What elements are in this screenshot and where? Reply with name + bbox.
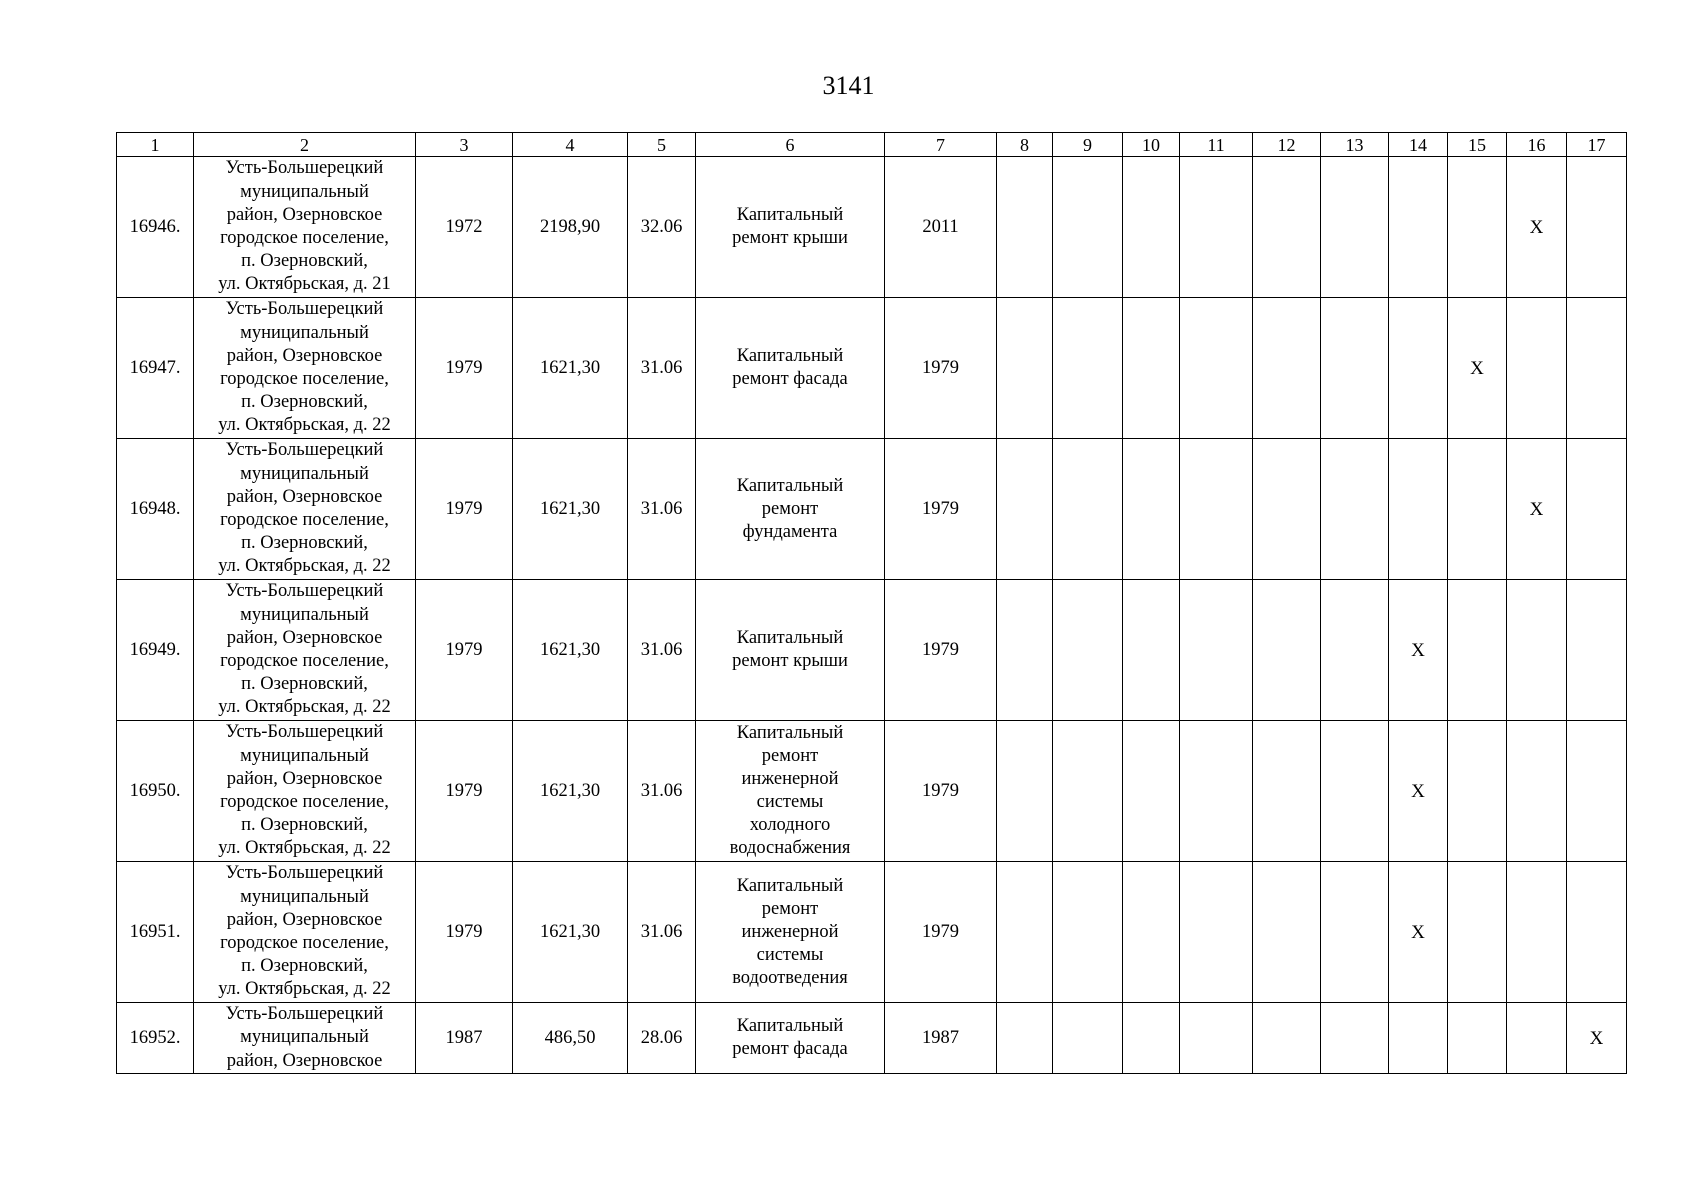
work-type-cell-line: инженерной bbox=[741, 921, 839, 942]
address-cell-line: район, Озерновское bbox=[226, 768, 383, 789]
address-cell bbox=[194, 580, 416, 721]
work-type-cell-line: Капитальный bbox=[736, 875, 844, 896]
address-cell-line: район, Озерновское bbox=[226, 627, 383, 648]
mark-cell bbox=[1123, 157, 1180, 298]
mark-cell bbox=[1321, 157, 1389, 298]
build-year-cell: 1979 bbox=[416, 298, 513, 439]
page-number: 3141 bbox=[822, 71, 875, 100]
address-cell-line: ул. Октябрьская, д. 22 bbox=[218, 697, 391, 718]
mark-cell bbox=[1507, 298, 1567, 439]
mark-cell bbox=[1321, 721, 1389, 862]
work-year-cell: 2011 bbox=[885, 157, 997, 298]
build-year-cell: 1979 bbox=[416, 862, 513, 1003]
mark-cell: X bbox=[1389, 721, 1448, 862]
work-year-cell: 1979 bbox=[885, 721, 997, 862]
column-header: 4 bbox=[513, 133, 628, 157]
work-type-cell-line: инженерной bbox=[741, 769, 839, 789]
area-cell: 486,50 bbox=[513, 1003, 628, 1074]
address-cell-line: район, Озерновское bbox=[226, 486, 383, 507]
mark-cell bbox=[1448, 439, 1507, 580]
work-type-cell bbox=[696, 1003, 885, 1074]
work-year-cell: 1979 bbox=[885, 298, 997, 439]
build-year-cell: 1979 bbox=[416, 580, 513, 721]
row-number: 16950. bbox=[117, 721, 194, 862]
mark-cell bbox=[1253, 721, 1321, 862]
work-type-cell-line: Капитальный bbox=[736, 205, 844, 225]
mark-cell bbox=[1180, 439, 1253, 580]
work-type-cell-line: системы bbox=[756, 944, 824, 965]
address-cell-line: Усть-Большерецкий bbox=[225, 440, 384, 461]
mark-cell bbox=[1123, 580, 1180, 721]
mark-cell bbox=[1123, 298, 1180, 439]
table-row bbox=[117, 721, 1627, 862]
mark-cell: X bbox=[1448, 298, 1507, 439]
address-cell-line: п. Озерновский, bbox=[241, 392, 368, 413]
area-cell: 1621,30 bbox=[513, 298, 628, 439]
mark-cell bbox=[997, 439, 1053, 580]
mark-cell bbox=[1448, 862, 1507, 1003]
mark-cell bbox=[1448, 721, 1507, 862]
address-cell-line: Усть-Большерецкий bbox=[225, 158, 384, 179]
work-type-cell bbox=[696, 862, 885, 1003]
mark-cell bbox=[1567, 157, 1627, 298]
table-row bbox=[117, 580, 1627, 721]
work-type-cell-line: Капитальный bbox=[736, 1016, 844, 1036]
mark-cell: X bbox=[1567, 1003, 1627, 1074]
address-cell bbox=[194, 157, 416, 298]
table-row bbox=[117, 1003, 1627, 1074]
column-header: 1 bbox=[117, 133, 194, 157]
mark-cell bbox=[1507, 1003, 1567, 1074]
area-cell: 2198,90 bbox=[513, 157, 628, 298]
work-type-cell-line: холодного bbox=[749, 815, 831, 835]
address-cell-line: городское поселение, bbox=[220, 651, 389, 671]
mark-cell bbox=[1321, 1003, 1389, 1074]
mark-cell bbox=[1253, 157, 1321, 298]
build-year-cell: 1972 bbox=[416, 157, 513, 298]
address-cell-line: муниципальный bbox=[240, 1027, 369, 1048]
mark-cell bbox=[1389, 298, 1448, 439]
work-type-cell-line: ремонт bbox=[761, 898, 819, 919]
code-cell: 31.06 bbox=[628, 298, 696, 439]
address-cell-line: Усть-Большерецкий bbox=[225, 863, 384, 884]
row-number: 16951. bbox=[117, 862, 194, 1003]
mark-cell bbox=[1053, 1003, 1123, 1074]
table-row bbox=[117, 862, 1627, 1003]
mark-cell bbox=[1507, 862, 1567, 1003]
mark-cell bbox=[1123, 439, 1180, 580]
area-cell: 1621,30 bbox=[513, 721, 628, 862]
address-cell-line: п. Озерновский, bbox=[241, 533, 368, 554]
mark-cell: X bbox=[1507, 439, 1567, 580]
mark-cell bbox=[1253, 439, 1321, 580]
column-header: 17 bbox=[1567, 133, 1627, 157]
address-cell-line: муниципальный bbox=[240, 322, 369, 343]
mark-cell bbox=[997, 298, 1053, 439]
code-cell: 32.06 bbox=[628, 157, 696, 298]
row-number: 16948. bbox=[117, 439, 194, 580]
address-cell-line: городское поселение, bbox=[220, 933, 389, 953]
mark-cell bbox=[997, 862, 1053, 1003]
mark-cell bbox=[1053, 157, 1123, 298]
work-type-cell-line: ремонт фасада bbox=[732, 1039, 848, 1059]
address-cell-line: городское поселение, bbox=[220, 510, 389, 530]
mark-cell bbox=[997, 1003, 1053, 1074]
area-cell: 1621,30 bbox=[513, 580, 628, 721]
column-header: 3 bbox=[416, 133, 513, 157]
build-year-cell: 1979 bbox=[416, 439, 513, 580]
area-cell: 1621,30 bbox=[513, 439, 628, 580]
build-year-cell: 1979 bbox=[416, 721, 513, 862]
table-row bbox=[117, 298, 1627, 439]
address-cell bbox=[194, 1003, 416, 1074]
address-cell-line: муниципальный bbox=[240, 745, 369, 766]
address-cell-line: Усть-Большерецкий bbox=[225, 722, 384, 743]
address-cell-line: ул. Октябрьская, д. 21 bbox=[218, 274, 391, 295]
mark-cell bbox=[1389, 439, 1448, 580]
work-year-cell: 1979 bbox=[885, 862, 997, 1003]
mark-cell bbox=[997, 157, 1053, 298]
work-type-cell-line: Капитальный bbox=[736, 346, 844, 366]
mark-cell bbox=[1567, 862, 1627, 1003]
address-cell-line: п. Озерновский, bbox=[241, 674, 368, 695]
address-cell-line: муниципальный bbox=[240, 181, 369, 202]
mark-cell: X bbox=[1507, 157, 1567, 298]
table-row bbox=[117, 439, 1627, 580]
code-cell: 28.06 bbox=[628, 1003, 696, 1074]
mark-cell bbox=[1053, 580, 1123, 721]
work-type-cell-line: ремонт крыши bbox=[732, 228, 848, 248]
table-body bbox=[117, 133, 1627, 1074]
work-type-cell-line: ремонт bbox=[761, 498, 819, 519]
address-cell bbox=[194, 439, 416, 580]
mark-cell bbox=[1180, 580, 1253, 721]
mark-cell bbox=[1321, 439, 1389, 580]
address-cell-line: муниципальный bbox=[240, 886, 369, 907]
mark-cell bbox=[1180, 721, 1253, 862]
work-type-cell-line: ремонт крыши bbox=[732, 651, 848, 671]
column-number-row bbox=[117, 133, 1627, 157]
work-type-cell-line: Капитальный bbox=[736, 723, 844, 743]
address-cell-line: район, Озерновское bbox=[226, 204, 383, 225]
work-type-cell bbox=[696, 439, 885, 580]
address-cell-line: муниципальный bbox=[240, 604, 369, 625]
mark-cell bbox=[1053, 721, 1123, 862]
column-header: 14 bbox=[1389, 133, 1448, 157]
row-number: 16946. bbox=[117, 157, 194, 298]
work-type-cell-line: системы bbox=[756, 792, 824, 812]
mark-cell bbox=[997, 721, 1053, 862]
column-header: 8 bbox=[997, 133, 1053, 157]
address-cell-line: район, Озерновское bbox=[226, 345, 383, 366]
address-cell-line: район, Озерновское bbox=[226, 1050, 383, 1071]
address-cell-line: муниципальный bbox=[240, 463, 369, 484]
address-cell-line: городское поселение, bbox=[220, 228, 389, 248]
mark-cell bbox=[1507, 721, 1567, 862]
work-year-cell: 1987 bbox=[885, 1003, 997, 1074]
work-type-cell-line: ремонт bbox=[761, 746, 819, 766]
mark-cell bbox=[1253, 298, 1321, 439]
mark-cell bbox=[1321, 862, 1389, 1003]
mark-cell bbox=[1389, 1003, 1448, 1074]
column-header: 9 bbox=[1053, 133, 1123, 157]
address-cell-line: п. Озерновский, bbox=[241, 815, 368, 836]
work-type-cell-line: Капитальный bbox=[736, 475, 844, 496]
row-number: 16949. bbox=[117, 580, 194, 721]
mark-cell bbox=[1053, 439, 1123, 580]
mark-cell bbox=[1123, 862, 1180, 1003]
work-year-cell: 1979 bbox=[885, 580, 997, 721]
mark-cell bbox=[1123, 721, 1180, 862]
row-number: 16947. bbox=[117, 298, 194, 439]
mark-cell bbox=[997, 580, 1053, 721]
column-header: 11 bbox=[1180, 133, 1253, 157]
column-header: 13 bbox=[1321, 133, 1389, 157]
mark-cell: X bbox=[1389, 862, 1448, 1003]
address-cell-line: ул. Октябрьская, д. 22 bbox=[218, 415, 391, 436]
work-type-cell-line: Капитальный bbox=[736, 628, 844, 648]
mark-cell bbox=[1567, 439, 1627, 580]
work-type-cell bbox=[696, 157, 885, 298]
mark-cell bbox=[1507, 580, 1567, 721]
address-cell-line: район, Озерновское bbox=[226, 909, 383, 930]
code-cell: 31.06 bbox=[628, 580, 696, 721]
mark-cell bbox=[1321, 298, 1389, 439]
mark-cell: X bbox=[1389, 580, 1448, 721]
address-cell-line: Усть-Большерецкий bbox=[225, 1004, 384, 1025]
column-header: 10 bbox=[1123, 133, 1180, 157]
work-type-cell bbox=[696, 721, 885, 862]
column-header: 2 bbox=[194, 133, 416, 157]
mark-cell bbox=[1567, 721, 1627, 862]
mark-cell bbox=[1567, 298, 1627, 439]
address-cell-line: ул. Октябрьская, д. 22 bbox=[218, 838, 391, 859]
mark-cell bbox=[1253, 580, 1321, 721]
mark-cell bbox=[1180, 298, 1253, 439]
work-type-cell-line: фундамента bbox=[742, 521, 838, 542]
mark-cell bbox=[1448, 157, 1507, 298]
address-cell-line: Усть-Большерецкий bbox=[225, 581, 384, 602]
column-header: 16 bbox=[1507, 133, 1567, 157]
mark-cell bbox=[1389, 157, 1448, 298]
mark-cell bbox=[1123, 1003, 1180, 1074]
address-cell bbox=[194, 298, 416, 439]
address-cell-line: городское поселение, bbox=[220, 369, 389, 389]
work-type-cell bbox=[696, 580, 885, 721]
mark-cell bbox=[1253, 862, 1321, 1003]
column-header: 15 bbox=[1448, 133, 1507, 157]
work-type-cell-line: водоснабжения bbox=[729, 838, 851, 858]
code-cell: 31.06 bbox=[628, 439, 696, 580]
address-cell-line: ул. Октябрьская, д. 22 bbox=[218, 979, 391, 1000]
work-type-cell-line: ремонт фасада bbox=[732, 369, 848, 389]
column-header: 6 bbox=[696, 133, 885, 157]
mark-cell bbox=[1448, 1003, 1507, 1074]
address-cell-line: городское поселение, bbox=[220, 792, 389, 812]
work-type-cell-line: водоотведения bbox=[732, 967, 848, 988]
column-header: 12 bbox=[1253, 133, 1321, 157]
table-row bbox=[117, 157, 1627, 298]
mark-cell bbox=[1180, 862, 1253, 1003]
address-cell-line: п. Озерновский, bbox=[241, 251, 368, 272]
work-year-cell: 1979 bbox=[885, 439, 997, 580]
repair-schedule-table bbox=[116, 132, 1627, 1074]
work-type-cell bbox=[696, 298, 885, 439]
mark-cell bbox=[1053, 862, 1123, 1003]
code-cell: 31.06 bbox=[628, 862, 696, 1003]
address-cell-line: ул. Октябрьская, д. 22 bbox=[218, 556, 391, 577]
address-cell bbox=[194, 862, 416, 1003]
mark-cell bbox=[1567, 580, 1627, 721]
mark-cell bbox=[1321, 580, 1389, 721]
column-header: 7 bbox=[885, 133, 997, 157]
mark-cell bbox=[1253, 1003, 1321, 1074]
address-cell-line: п. Озерновский, bbox=[241, 956, 368, 977]
mark-cell bbox=[1180, 157, 1253, 298]
mark-cell bbox=[1448, 580, 1507, 721]
code-cell: 31.06 bbox=[628, 721, 696, 862]
address-cell-line: Усть-Большерецкий bbox=[225, 299, 384, 320]
mark-cell bbox=[1053, 298, 1123, 439]
row-number: 16952. bbox=[117, 1003, 194, 1074]
mark-cell bbox=[1180, 1003, 1253, 1074]
address-cell bbox=[194, 721, 416, 862]
build-year-cell: 1987 bbox=[416, 1003, 513, 1074]
column-header: 5 bbox=[628, 133, 696, 157]
area-cell: 1621,30 bbox=[513, 862, 628, 1003]
